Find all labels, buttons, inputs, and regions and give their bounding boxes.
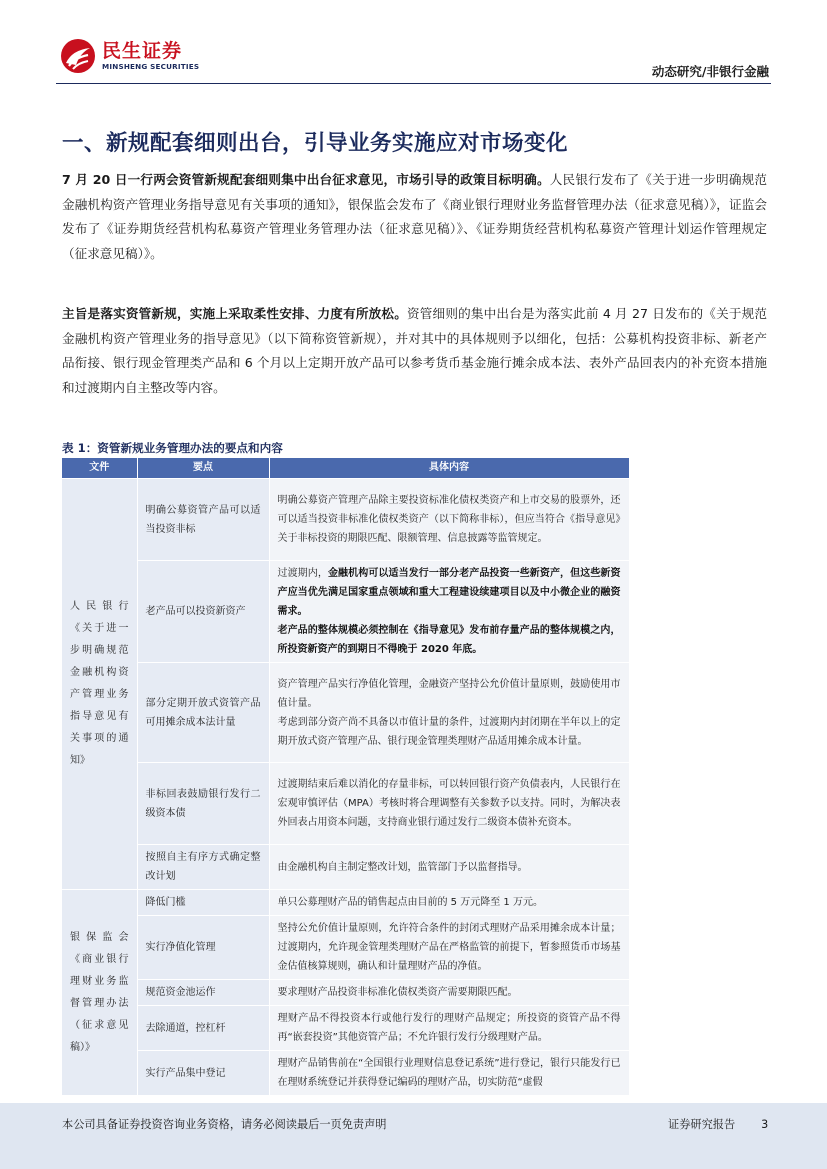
point-cell: 按照自主有序方式确定整改计划: [137, 845, 269, 890]
emphasis-text: 老产品的整体规模必须控制在《指导意见》发布前存量产品的整体规模之内，所投资新资产的到期日不得晚于 2020 年底。: [277, 625, 621, 655]
content-cell: 单只公募理财产品的销售起点由目前的 5 万元降至 1 万元。: [269, 890, 629, 916]
content-cell: 由金融机构自主制定整改计划，监管部门予以监督指导。: [269, 845, 629, 890]
logo-english-name: MINSHENG SECURITIES: [102, 62, 200, 71]
regulation-table: [62, 458, 630, 1095]
paragraph-body: 人民银行发布了《关于进一步明确规范金融机构资产管理业务指导意见有关事项的通知》，银保监会发布了《商业银行理财业务监督管理办法（征求意见稿）》，证监会发布了《证券期货经营机构私募资产管理业务管理办法（征求意见稿）》、《证券期货经营机构私募资产管理计划运作管理规定（征求意见稿）》。: [62, 172, 767, 261]
table-row: [62, 763, 629, 845]
table-header-row: [62, 458, 629, 479]
table-row: [62, 479, 629, 561]
document-cell-cbirc: 银保监会《商业银行理财业务监督管理办法（征求意见稿）》: [62, 890, 137, 1096]
footer-meta: [668, 1116, 768, 1132]
table-row: [62, 561, 629, 663]
table-row: [62, 916, 629, 980]
paragraph-lead: 7 月 20 日一行两会资管新规配套细则集中出台征求意见，市场引导的政策目标明确。: [62, 172, 550, 187]
point-cell: 规范资金池运作: [137, 980, 269, 1006]
content-cell: 坚持公允价值计量原则，允许符合条件的封闭式理财产品采用摊余成本计量；过渡期内，允许现金管理类理财产品在严格监管的前提下，暂参照货币市场基金估值核算规则，确认和计量理财产品的净值。: [269, 916, 629, 980]
content-cell: 理财产品不得投资本行或他行发行的理财产品规定；所投资的资管产品不得再“嵌套投资”其他资管产品；不允许银行发行分级理财产品。: [269, 1006, 629, 1051]
footer-report-type: 证券研究报告: [668, 1118, 736, 1131]
point-cell: 去除通道，控杠杆: [137, 1006, 269, 1051]
table-row: [62, 980, 629, 1006]
brand-logo: [60, 38, 199, 74]
content-cell: 资产管理产品实行净值化管理，金融资产坚持公允价值计量原则，鼓励使用市值计量。 考虑到部分资产尚不具备以市值计量的条件，过渡期内封闭期在半年以上的定期开放式资产管理产品、银行现金管理类理财产品适用摊余成本计量。: [269, 663, 629, 763]
content-cell: 过渡期结束后难以消化的存量非标，可以转回银行资产负债表内，人民银行在宏观审慎评估（MPA）考核时将合理调整有关参数予以支持。同时，为解决表外回表占用资本问题，支持商业银行通过发行二级资本债补充资本。: [269, 763, 629, 845]
page-footer: [0, 1103, 827, 1169]
column-header-content: 具体内容: [269, 458, 629, 479]
point-cell: 老产品可以投资新资产: [137, 561, 269, 663]
content-cell: 要求理财产品投资非标准化债权类资产需要期限匹配。: [269, 980, 629, 1006]
page-number: 3: [761, 1118, 769, 1131]
point-cell: 明确公募资管产品可以适当投资非标: [137, 479, 269, 561]
minsheng-logo-icon: [60, 38, 96, 74]
paragraph-body: 资管细则的集中出台是为落实此前 4 月 27 日发布的《关于规范金融机构资产管理业务的指导意见》（以下简称资管新规），并对其中的具体规则予以细化，包括：公募机构投资非标、新老产品衔接、银行现金管理类产品和 6 个月以上定期开放产品可以参考货币基金施行摊余成本法、表外产品回表内的补充资本措施和过渡期内自主整改等内容。: [62, 306, 768, 395]
table-row: [62, 1051, 629, 1096]
report-category: 动态研究/非银行金融: [651, 64, 769, 79]
emphasis-text: 金融机构可以适当发行一部分老产品投资一些新资产，但这些新资产应当优先满足国家重点领域和重大工程建设续建项目以及中小微企业的融资需求。: [277, 568, 621, 617]
content-cell: 过渡期内，金融机构可以适当发行一部分老产品投资一些新资产，但这些新资产应当优先满足国家重点领域和重大工程建设续建项目以及中小微企业的融资需求。 老产品的整体规模必须控制在《指导意见》发布前存量产品的整体规模之内，所投资新资产的到期日不得晚于 2020 年底。: [269, 561, 629, 663]
table-row: [62, 845, 629, 890]
table-caption: 表 1：资管新规业务管理办法的要点和内容: [62, 441, 283, 455]
point-cell: 实行净值化管理: [137, 916, 269, 980]
table-row: [62, 890, 629, 916]
paragraph-policy-purpose: [62, 302, 767, 400]
point-cell: 降低门槛: [137, 890, 269, 916]
document-cell-pboc: 人民银行《关于进一步明确规范金融机构资产管理业务指导意见有关事项的通知》: [62, 479, 137, 890]
column-header-point: 要点: [137, 458, 269, 479]
point-cell: 非标回表鼓励银行发行二级资本债: [137, 763, 269, 845]
logo-chinese-name: 民生证券: [102, 40, 183, 62]
table-row: [62, 1006, 629, 1051]
table-row: [62, 663, 629, 763]
footer-disclaimer: 本公司具备证券投资咨询业务资格，请务必阅读最后一页免责声明: [62, 1118, 387, 1131]
paragraph-lead: 主旨是落实资管新规，实施上采取柔性安排、力度有所放松。: [62, 306, 407, 321]
paragraph-policy-release: [62, 168, 767, 266]
section-title: 一、新规配套细则出台，引导业务实施应对市场变化: [62, 131, 569, 156]
point-cell: 部分定期开放式资管产品可用摊余成本法计量: [137, 663, 269, 763]
column-header-document: 文件: [62, 458, 137, 479]
point-cell: 实行产品集中登记: [137, 1051, 269, 1096]
content-cell: 明确公募资产管理产品除主要投资标准化债权类资产和上市交易的股票外，还可以适当投资非标准化债权类资产（以下简称非标），但应当符合《指导意见》关于非标投资的期限匹配、限额管理、信息披露等监管规定。: [269, 479, 629, 561]
page-header: [0, 0, 827, 86]
content-cell: 理财产品销售前在“全国银行业理财信息登记系统”进行登记，银行只能发行已在理财系统登记并获得登记编码的理财产品，切实防范“虚假: [269, 1051, 629, 1096]
header-divider: [56, 83, 771, 84]
